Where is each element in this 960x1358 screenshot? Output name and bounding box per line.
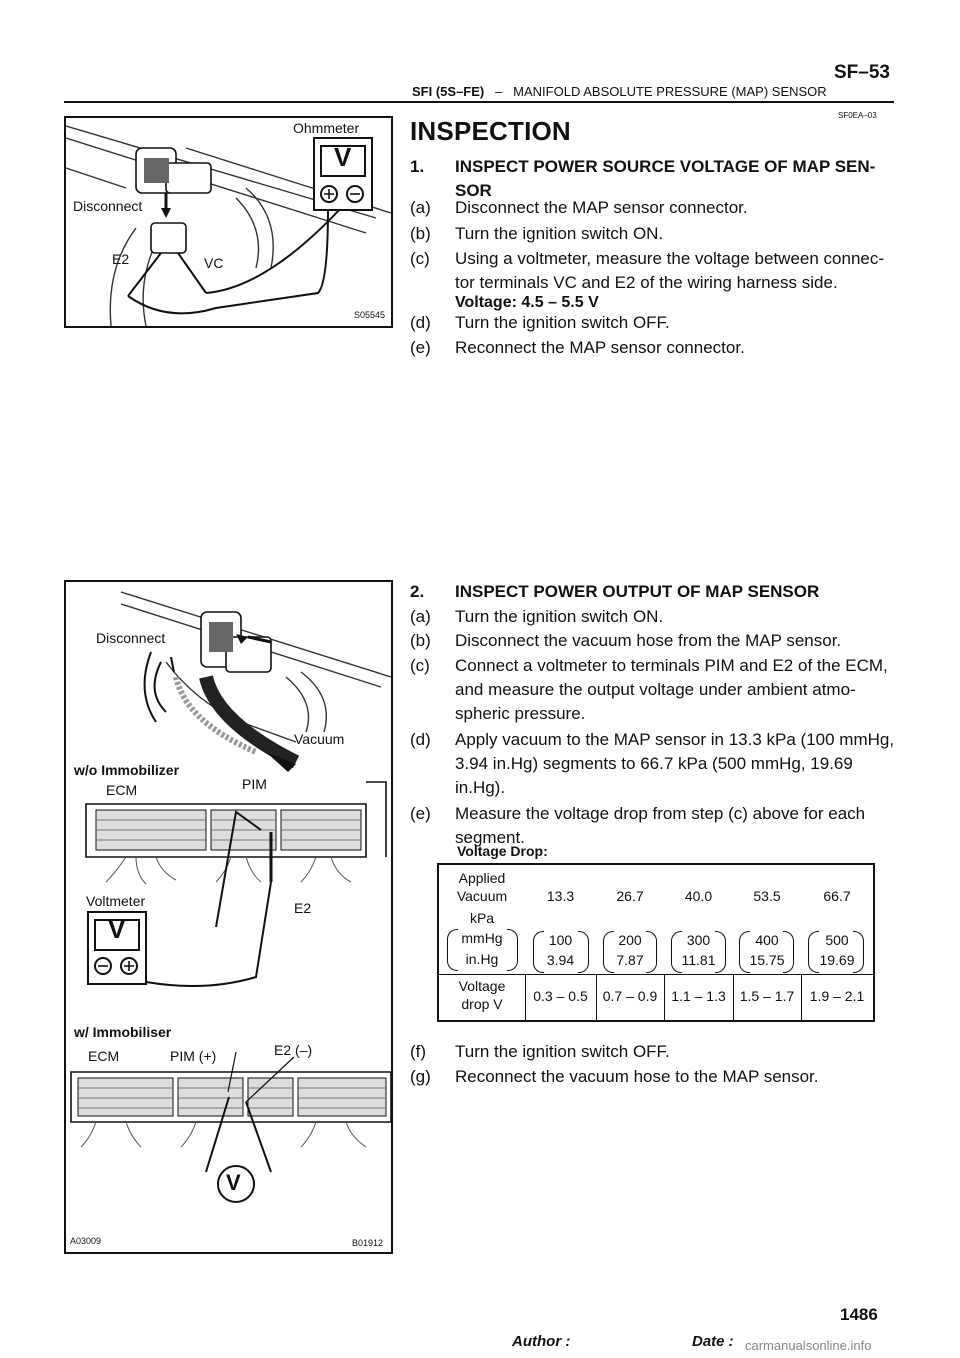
step2-item-c-cont2: spheric pressure. [455,704,586,723]
section-title: MANIFOLD ABSOLUTE PRESSURE (MAP) SENSOR [513,84,827,99]
kpa-5: 66.7 [823,888,851,904]
fig1-code: S05545 [354,310,386,320]
hdr-applied: Applied [458,870,506,886]
inhg-3: 11.81 [681,952,716,968]
kpa-4: 53.5 [753,888,781,904]
fig2-code-left: A03009 [70,1236,102,1246]
kpa-3: 40.0 [684,888,713,904]
mmhg-2: 200 [618,932,642,948]
volt-5: 1.9 – 2.1 [809,988,865,1004]
step2-item-d-cont2: in.Hg). [455,778,506,797]
hdr-inhg: in.Hg [465,951,499,967]
inhg-1: 3.94 [546,952,575,968]
table-divider [439,974,873,975]
fig2-code-right: B01912 [352,1238,384,1248]
author-label: Author : [512,1333,571,1350]
fig2-ecm2-label: ECM [88,1048,120,1064]
mmhg-3: 300 [686,932,711,948]
step1-line1: INSPECT POWER SOURCE VOLTAGE OF MAP SEN- [455,157,876,176]
hdr-mmhg: mmHg [461,930,503,946]
fig2-vacuum-label: Vacuum [294,731,345,747]
fig2-ecm-label: ECM [106,782,138,798]
fig1-vc-label: VC [204,255,224,271]
fig2-w-immobiliser-label: w/ Immobiliser [74,1024,172,1040]
step2-line1: INSPECT POWER OUTPUT OF MAP SENSOR [455,582,820,601]
row-voltage: Voltage [458,978,506,994]
volt-1: 0.3 – 0.5 [533,988,588,1004]
kpa-1: 13.3 [546,888,575,904]
step2-item-d-cont1: 3.94 in.Hg) segments to 66.7 kPa (500 mmHg, 19.69 [455,754,853,773]
fig2-pim-label: PIM [242,776,267,792]
watermark: carmanualsonline.info [745,1338,872,1353]
figure-map-power-check [64,116,393,328]
inspection-title: INSPECTION [410,116,571,146]
fig2-meter-symbol-2: V [226,1170,241,1195]
step2-item-c-cont1: and measure the output voltage under ambient atmo- [455,680,856,699]
fig2-voltmeter-label: Voltmeter [86,893,146,909]
volt-4: 1.5 – 1.7 [739,988,795,1004]
voltage-drop-table [437,863,875,1022]
fig1-meter-symbol: V [334,142,352,172]
fig2-disconnect-label: Disconnect [96,630,166,646]
volt-2: 0.7 – 0.9 [602,988,658,1004]
table-caption: Voltage Drop: [457,843,548,859]
fig2-meter-symbol: V [108,914,126,944]
fig1-ohmmeter-label: Ohmmeter [293,120,360,136]
fig2-e2-label: E2 [294,900,312,916]
inhg-2: 7.87 [616,952,644,968]
header-dash: – [495,84,503,99]
hdr-vacuum: Vacuum [456,888,508,904]
header-rule [64,101,894,103]
section-code: SFI (5S–FE) [412,84,485,99]
page-number: 1486 [840,1305,878,1324]
step1-number: 1. [410,157,425,176]
hdr-kpa: kPa [469,910,495,926]
fig2-wo-immobilizer-label: w/o Immobilizer [74,762,180,778]
inhg-4: 15.75 [749,952,785,968]
mmhg-5: 500 [825,932,849,948]
inhg-5: 19.69 [819,952,855,968]
kpa-2: 26.7 [616,888,644,904]
fig1-disconnect-label: Disconnect [73,198,143,214]
step1-item-c-cont: tor terminals VC and E2 of the wiring harness side. [455,273,838,292]
step2-number: 2. [410,582,425,601]
step2-item-e-cont: segment. [455,828,525,847]
header-text [412,84,827,99]
figure-map-output-check [64,580,393,1254]
fig2-e2-minus-label: E2 (–) [274,1042,313,1058]
volt-3: 1.1 – 1.3 [671,988,726,1004]
fig2-pim-plus-label: PIM (+) [170,1048,217,1064]
row-drop-v: drop V [461,996,503,1012]
page-id: SF–53 [834,62,890,83]
date-label: Date : [692,1333,734,1350]
mmhg-4: 400 [755,932,779,948]
doc-code: SF0EA–03 [838,111,877,120]
step1-line2: SOR [455,181,492,200]
fig1-e2-label: E2 [112,251,130,267]
mmhg-1: 100 [548,932,573,948]
step1-spec: Voltage: 4.5 – 5.5 V [455,294,599,311]
